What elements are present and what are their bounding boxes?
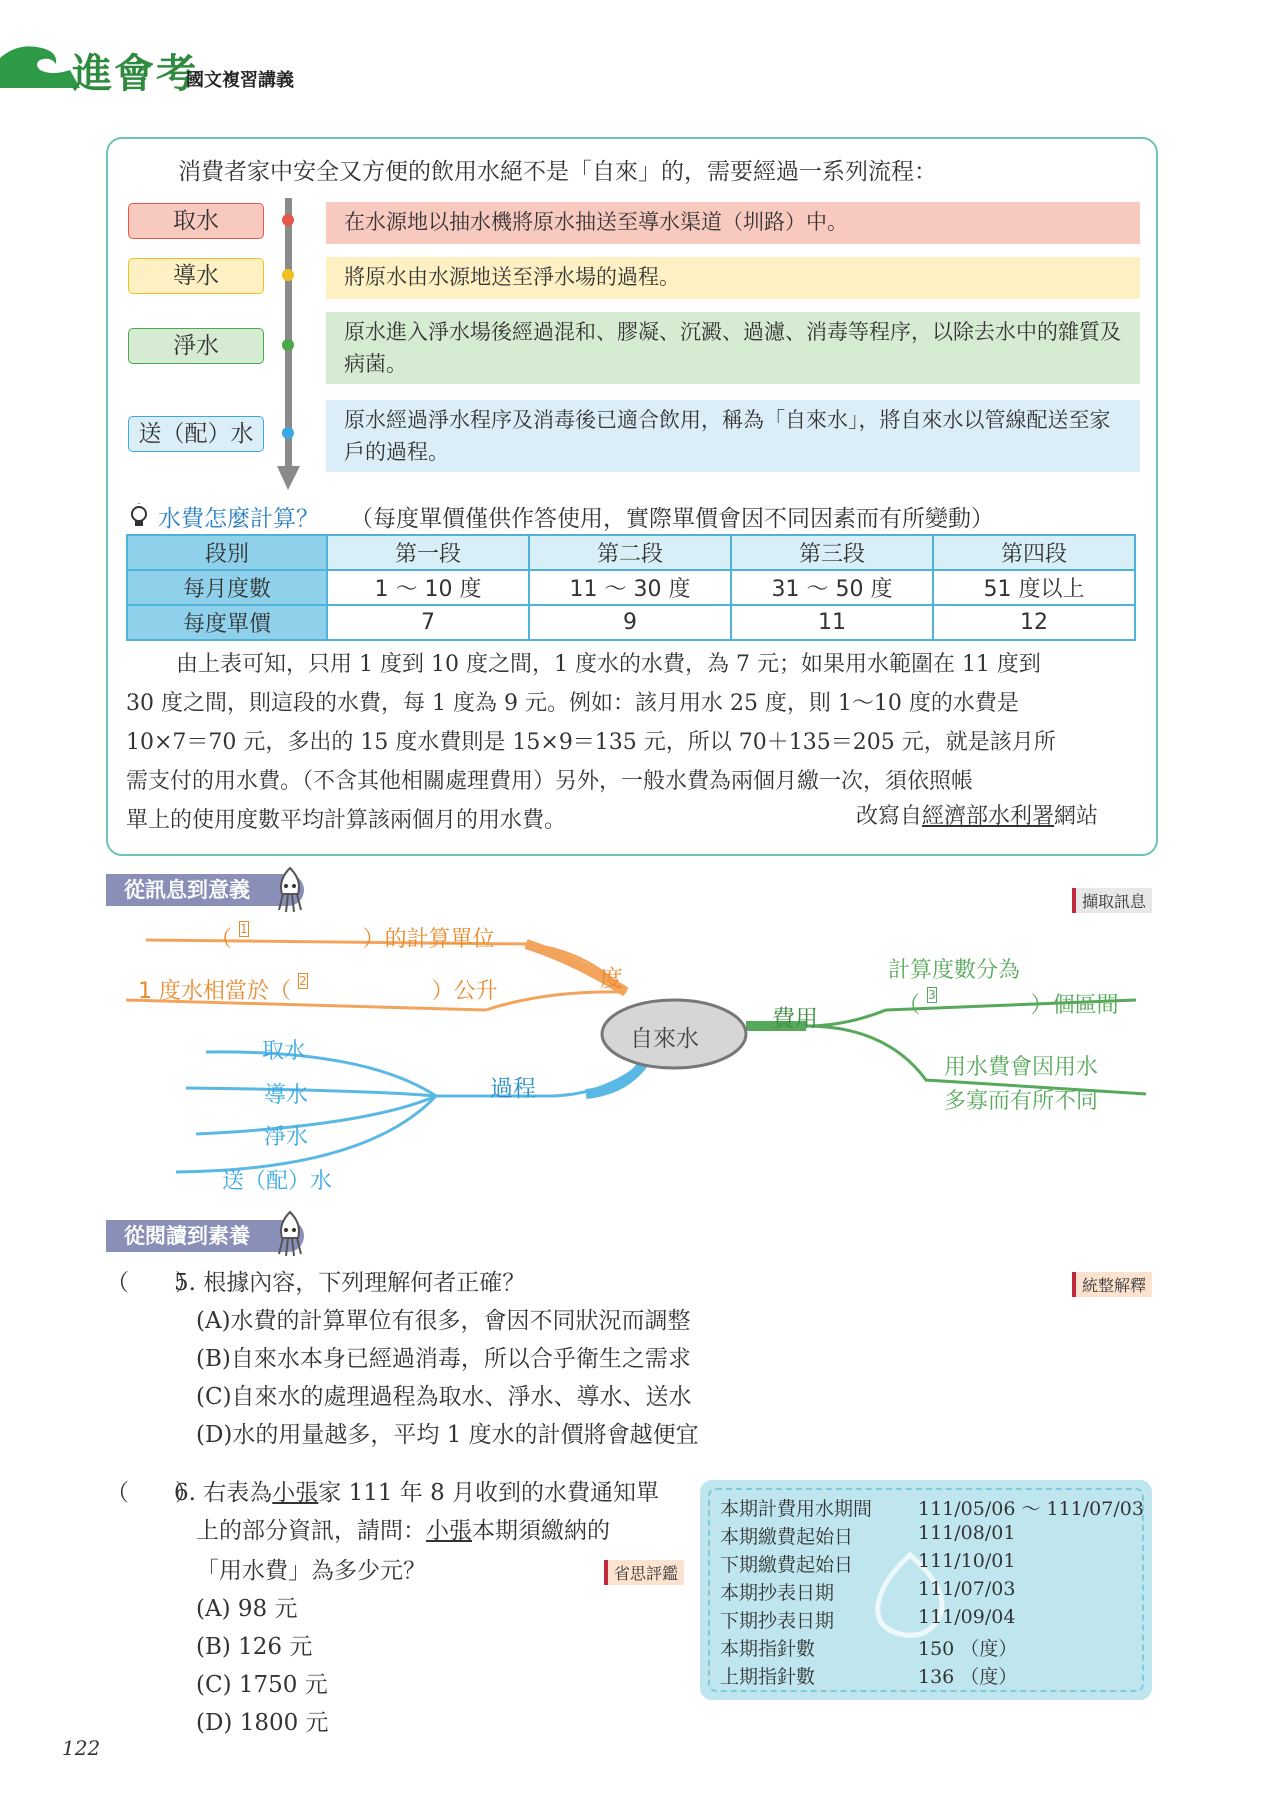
- page-number: 122: [62, 1736, 101, 1760]
- source-prefix: 改寫自: [856, 804, 923, 829]
- paragraph-line: 30 度之間，則這段的水費，每 1 度為 9 元。例如：該月用水 25 度，則 1～10 度的水費是: [126, 691, 1019, 716]
- table-row: [127, 535, 1135, 570]
- q5-option-c[interactable]: (C)自來水的處理過程為取水、淨水、導水、送水: [196, 1384, 692, 1410]
- step-label-distribution: 送（配）水: [128, 416, 264, 452]
- bracket-close: ）公升: [431, 979, 498, 1004]
- table-cell: 1 ～ 10 度: [327, 570, 529, 605]
- squid-mascot-icon: [270, 1210, 310, 1260]
- q6-option-b[interactable]: (B) 126 元: [196, 1634, 313, 1660]
- logo: 進會考: [72, 50, 198, 97]
- person-name: 小張: [426, 1518, 472, 1544]
- step-desc-intake: 在水源地以抽水機將原水抽送至導水渠道（圳路）中。: [326, 202, 1140, 244]
- bracket-open: （: [210, 927, 233, 952]
- source-suffix: 網站: [1054, 804, 1099, 829]
- q6-option-c[interactable]: (C) 1750 元: [196, 1672, 328, 1698]
- table-cell: 51 度以上: [933, 570, 1135, 605]
- q5-option-a[interactable]: (A)水費的計算單位有很多，會因不同狀況而調整: [196, 1308, 691, 1334]
- q6-stem-line1: [174, 1474, 659, 1507]
- bill-value: 111/10/01: [918, 1550, 1016, 1572]
- fee-title: 水費怎麼計算？: [158, 506, 319, 532]
- skill-tag-integrate: 統整解釋: [1072, 1272, 1152, 1297]
- q5-answer-blank[interactable]: （ ）: [106, 1270, 198, 1296]
- bracket-close: ）個區間: [1030, 993, 1119, 1018]
- table-row-header: 每度單價: [127, 605, 327, 640]
- mindmap-fee-item-1-line1: 計算度數分為: [888, 958, 1021, 983]
- mindmap-fee-item-2-line1: 用水費會因用水: [944, 1055, 1099, 1080]
- bill-value: 150 （度）: [918, 1638, 1018, 1660]
- header-wave-logo: [0, 40, 80, 88]
- table-row: [127, 570, 1135, 605]
- mindmap-degree-item-2: [138, 974, 498, 1005]
- paragraph-line: 由上表可知，只用 1 度到 10 度之間，1 度水的水費，為 7 元；如果用水範圍在 11 度到: [176, 652, 1041, 677]
- q6-stem-line2: [196, 1512, 610, 1545]
- bill-label: 本期抄表日期: [720, 1582, 835, 1604]
- bill-value: 111/05/06 ～ 111/07/03: [918, 1498, 1144, 1520]
- water-bill-card: [700, 1480, 1152, 1700]
- stem-text: 上的部分資訊，請問：: [196, 1518, 426, 1544]
- mindmap-process-item: 送（配）水: [222, 1169, 333, 1194]
- table-cell: 7: [327, 605, 529, 640]
- step-label-conveyance: 導水: [128, 258, 264, 294]
- mindmap-degree-item-1: [210, 922, 495, 953]
- bill-value: 136 （度）: [918, 1666, 1018, 1688]
- bill-value: 111/09/04: [918, 1606, 1016, 1628]
- table-cell: 31 ～ 50 度: [731, 570, 933, 605]
- step-label-purification: 淨水: [128, 328, 264, 364]
- q6-stem-line3: 「用水費」為多少元？: [196, 1558, 426, 1584]
- blank-number: 2: [299, 974, 307, 988]
- mindmap-center: 自來水: [630, 1026, 699, 1052]
- bill-label: 上期指針數: [720, 1666, 816, 1688]
- skill-tag-extract: 擷取訊息: [1072, 888, 1152, 913]
- item-prefix: 1 度水相當於（: [138, 979, 291, 1004]
- bill-label: 下期繳費起始日: [720, 1554, 854, 1576]
- bill-label: 下期抄表日期: [720, 1610, 835, 1632]
- table-row-header: 段別: [127, 535, 327, 570]
- bill-label: 本期繳費起始日: [720, 1526, 854, 1548]
- step-desc-conveyance: 將原水由水源地送至淨水場的過程。: [326, 257, 1140, 299]
- mindmap-branch-process: 過程: [490, 1076, 536, 1102]
- mindmap-branch-fee: 費用: [772, 1006, 818, 1032]
- stem-text: 本期須繳納的: [472, 1518, 610, 1544]
- paragraph-line: 單上的使用度數平均計算該兩個月的用水費。: [126, 808, 567, 833]
- person-name: 小張: [272, 1480, 319, 1506]
- q6-answer-blank[interactable]: （ ）: [106, 1480, 198, 1506]
- table-cell: 11 ～ 30 度: [529, 570, 731, 605]
- step-label-intake: 取水: [128, 203, 264, 239]
- paragraph-line: 需支付的用水費。（不含其他相關處理費用）另外，一般水費為兩個月繳一次，須依照帳: [126, 769, 974, 794]
- section-banner-meaning: 從訊息到意義: [106, 874, 304, 906]
- table-row: [127, 605, 1135, 640]
- q6-option-a[interactable]: (A) 98 元: [196, 1596, 298, 1622]
- stem-text: 家 111 年 8 月收到的水費通知單: [318, 1480, 660, 1506]
- q5-stem: 5. 根據內容，下列理解何者正確？: [174, 1270, 526, 1296]
- paragraph-line: 10×7＝70 元，多出的 15 度水費則是 15×9＝135 元，所以 70＋135＝205 元，就是該月所: [126, 730, 1056, 755]
- step-desc-distribution: 原水經過淨水程序及消毒後已適合飲用，稱為「自來水」，將自來水以管線配送至家戶的過程。: [326, 400, 1140, 472]
- bill-label: 本期指針數: [720, 1638, 816, 1660]
- fee-note: （每度單價僅供作答使用，實際單價會因不同因素而有所變動）: [350, 506, 994, 532]
- blank-number: 3: [928, 988, 936, 1002]
- bracket-open: （: [898, 993, 921, 1018]
- blank-number: 1: [240, 922, 248, 936]
- bill-value: 111/07/03: [918, 1578, 1016, 1600]
- mindmap-process-item: 取水: [262, 1039, 307, 1064]
- mindmap-fee-item-2-line2: 多寡而有所不同: [944, 1089, 1099, 1114]
- lightbulb-icon: [126, 503, 152, 529]
- q5-option-d[interactable]: (D)水的用量越多，平均 1 度水的計價將會越便宜: [196, 1422, 699, 1448]
- bill-label: 本期計費用水期間: [720, 1498, 873, 1520]
- bill-value: 111/08/01: [918, 1522, 1016, 1544]
- mindmap-process-item: 導水: [264, 1083, 309, 1108]
- mindmap-process-item: 淨水: [264, 1125, 309, 1150]
- source-ministry: 經濟部: [922, 804, 989, 829]
- skill-tag-reflect: 省思評鑑: [604, 1560, 684, 1585]
- table-row-header: 每月度數: [127, 570, 327, 605]
- section-banner-literacy: 從閱讀到素養: [106, 1220, 304, 1252]
- table-cell: 第四段: [933, 535, 1135, 570]
- header-subtitle: 國文複習講義: [186, 70, 294, 91]
- table-cell: 第二段: [529, 535, 731, 570]
- intro-text: 消費者家中安全又方便的飲用水絕不是「自來」的，需要經過一系列流程：: [178, 159, 937, 185]
- table-cell: 9: [529, 605, 731, 640]
- table-cell: 11: [731, 605, 933, 640]
- table-cell: 第一段: [327, 535, 529, 570]
- table-cell: 12: [933, 605, 1135, 640]
- q6-option-d[interactable]: (D) 1800 元: [196, 1710, 329, 1736]
- table-cell: 第三段: [731, 535, 933, 570]
- q5-option-b[interactable]: (B)自來水本身已經過消毒，所以合乎衛生之需求: [196, 1346, 691, 1372]
- source-agency: 水利署: [988, 804, 1055, 829]
- stem-text: 6. 右表為: [174, 1480, 273, 1506]
- source-credit: [856, 799, 1098, 830]
- mindmap-fee-item-1-line2: [898, 988, 1119, 1019]
- step-desc-purification: 原水進入淨水場後經過混和、膠凝、沉澱、過濾、消毒等程序，以除去水中的雜質及病菌。: [326, 312, 1140, 384]
- process-timeline: [270, 198, 310, 493]
- bracket-close: ）的計算單位: [362, 927, 495, 952]
- fee-table: [126, 534, 1136, 641]
- mindmap-branch-degree: 度: [600, 966, 623, 992]
